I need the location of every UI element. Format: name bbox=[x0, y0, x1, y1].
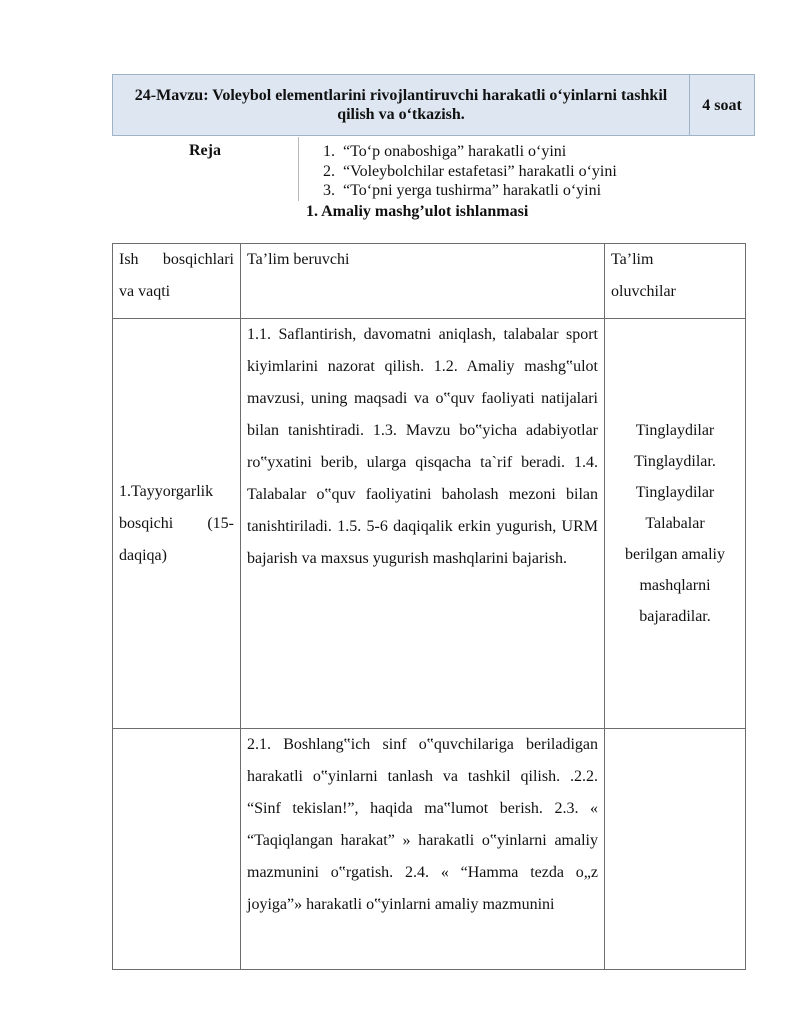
students-cell: Tinglaydilar Tinglaydilar. Tinglaydilar Talabalar berilgan amaliy mashqlarni bajaradilar. bbox=[605, 319, 746, 729]
header-teacher: Ta’lim beruvchi bbox=[241, 244, 605, 319]
header-stage-time: Ish bosqichlari va vaqti bbox=[113, 244, 241, 319]
plan-item: 3. “To‘pni yerga tushirma” harakatli o‘yini bbox=[323, 182, 602, 199]
plan-divider bbox=[298, 137, 299, 201]
lesson-plan-table bbox=[112, 243, 746, 970]
table-header-row bbox=[113, 244, 746, 319]
table-row bbox=[113, 319, 746, 729]
teacher-cell: 1.1. Saflantirish, davomatni aniqlash, talabalar sport kiyimlarini nazorat qilish. 1.2. Amaliy mashg‟ulot mavzusi, uning maqsadi va o‟quv faoliyati natijalari bilan tanishtiradi. 1.3. Mavzu bo‟yicha adabiyotlar ro‟yxatini berib, ularga qisqacha ta`rif beradi. 1.4. Talabalar o‟quv faoliyatini baholash mezoni bilan tanishtiriladi. 1.5. 5-6 daqiqalik erkin yugurish, URM bajarish va maxsus yugurish mashqlarini bajarish. bbox=[241, 319, 605, 729]
stage-cell bbox=[113, 729, 241, 970]
topic-title: 24-Mavzu: Voleybol elementlarini rivojlantiruvchi harakatli o‘yinlarni tashkil qilish va o‘tkazish. bbox=[113, 75, 690, 136]
section-heading: 1. Amaliy mashg’ulot ishlanmasi bbox=[306, 203, 529, 220]
table-row bbox=[113, 729, 746, 970]
teacher-cell: 2.1. Boshlang‟ich sinf o‟quvchilariga beriladigan harakatli o‟yinlarni tanlash va tashkil qilish. .2.2. “Sinf tekislan!”, haqida ma‟lumot berish. 2.3. « “Taqiqlangan harakat” » harakatli o‟yinlarni amaliy mazmunini o‟rgatish. 2.4. « “Hamma tezda o„z joyiga”» harakatli o‟yinlarni amaliy mazmunini bbox=[241, 729, 605, 970]
plan-item: 2. “Voleybolchilar estafetasi” harakatli o‘yini bbox=[323, 162, 617, 180]
plan-item: 1. “To‘p onaboshiga” harakatli o‘yini bbox=[323, 143, 567, 160]
plan-list bbox=[323, 142, 617, 201]
header-students: Ta’lim oluvchilar bbox=[605, 244, 746, 319]
plan-label: Reja bbox=[189, 142, 221, 159]
students-cell bbox=[605, 729, 746, 970]
topic-header-table bbox=[112, 74, 755, 136]
stage-cell: 1.Tayyorgarlik bosqichi (15- daqiqa) bbox=[113, 319, 241, 729]
topic-hours: 4 soat bbox=[690, 75, 755, 136]
